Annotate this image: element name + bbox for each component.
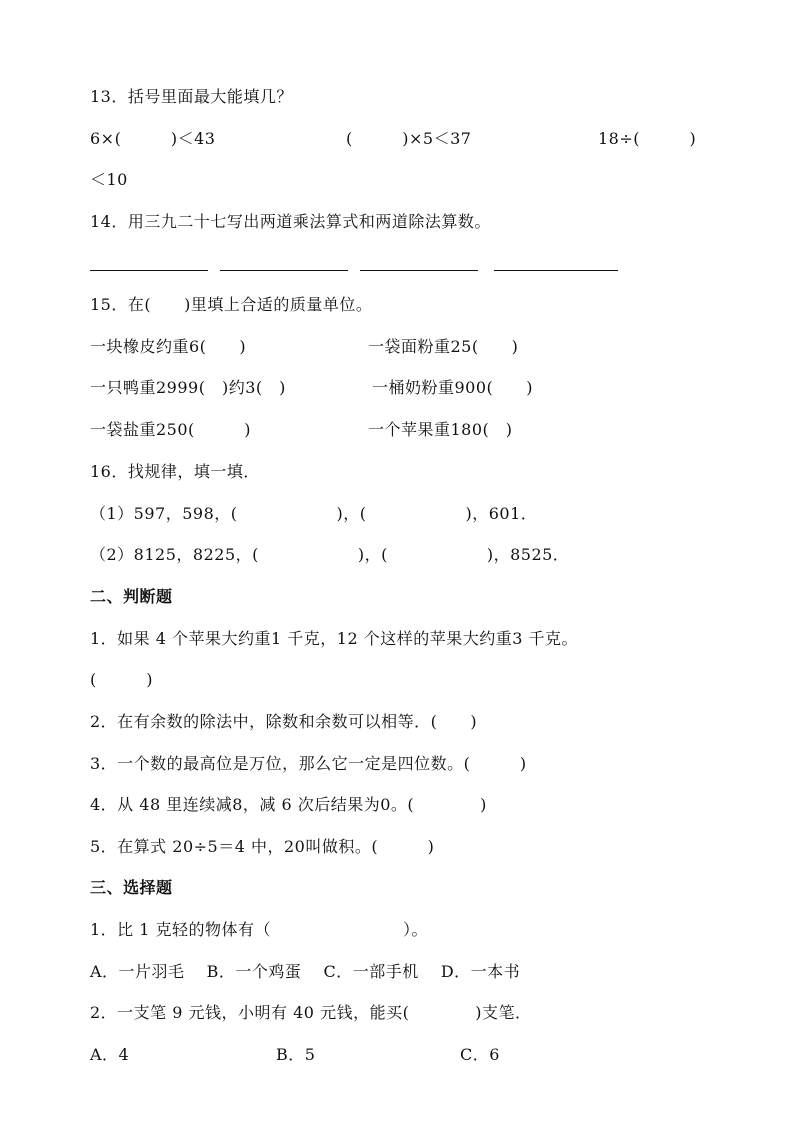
judge-item-3: 3．一个数的最高位是万位，那么它一定是四位数。( ) [90,754,527,773]
q15-row3-right: 一个苹果重180( ) [368,420,513,439]
answer-blank-2[interactable] [220,270,348,271]
q16-row1: （1）597，598，( )，( )，601． [90,504,538,523]
q15-row3-left: 一袋盐重250( ) [90,420,252,439]
judge-item-2: 2．在有余数的除法中，除数和余数可以相等．( ) [90,712,478,731]
judge-item-1-blank: ( ) [90,670,153,689]
judge-item-5: 5．在算式 20÷5＝4 中，20叫做积。( ) [90,837,435,856]
answer-blank-1[interactable] [90,270,208,271]
q13-part-a: 6×( )＜43 [90,129,216,148]
judge-item-4: 4．从 48 里连续减8，减 6 次后结果为0。( ) [90,795,487,814]
choice-q1-options: A．一片羽毛 B．一个鸡蛋 C．一部手机 D．一本书 [90,962,521,981]
choice-q2-option-c: C．6 [460,1045,500,1064]
judge-item-1: 1．如果 4 个苹果大约重1 千克，12 个这样的苹果大约重3 千克。 [90,629,579,648]
q13-part-c: 18÷( ) [598,129,697,148]
section2-heading: 二、判断题 [90,587,173,606]
choice-q2: 2．一支笔 9 元钱，小明有 40 元钱，能买( )支笔． [90,1003,532,1022]
q14-title: 14．用三九二十七写出两道乘法算式和两道除法算数。 [90,212,491,231]
q15-row2-left: 一只鸭重2999( )约3( ) [90,378,286,397]
q15-row1-right: 一袋面粉重25( ) [368,337,519,356]
q16-row2: （2）8125，8225，( )，( )，8525． [90,545,570,564]
q15-title: 15．在( )里填上合适的质量单位。 [90,295,373,314]
section3-heading: 三、选择题 [90,878,173,897]
q13-part-b: ( )×5＜37 [346,129,472,148]
answer-blank-3[interactable] [360,270,478,271]
q15-row1-left: 一块橡皮约重6( ) [90,337,247,356]
q16-title: 16．找规律，填一填． [90,462,260,481]
q13-title: 13．括号里面最大能填几？ [90,87,293,106]
choice-q2-option-b: B．5 [276,1045,316,1064]
choice-q2-option-a: A．4 [90,1045,130,1064]
q15-row2-right: 一桶奶粉重900( ) [372,378,534,397]
q13-part-c-continued: ＜10 [90,170,128,189]
answer-blank-4[interactable] [494,270,618,271]
choice-q1: 1．比 1 克轻的物体有（ ）。 [90,920,429,939]
